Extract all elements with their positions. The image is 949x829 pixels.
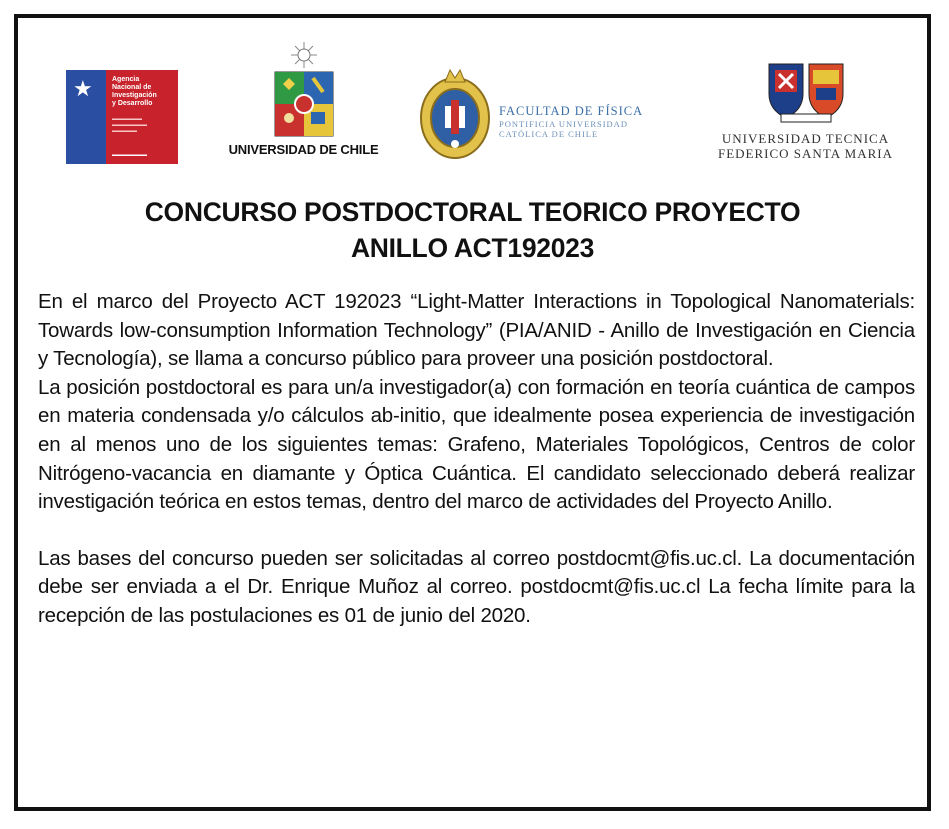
puc-fisica-logo — [415, 62, 680, 166]
uchile-logo — [216, 38, 391, 168]
paragraph-project-intro: En el marco del Proyecto ACT 192023 “Light-Matter Interactions in Topological Nanomaterials: Towards low-consumption Information Technology” (PIA/ANID - Anillo de Investigación en Ciencia y Tecnología), se llama a concurso público para proveer una posición postdoctoral. — [38, 290, 915, 371]
page-title: CONCURSO POSTDOCTORAL TEORICO PROYECTO ANILLO ACT192023 — [144, 197, 801, 263]
chile-star-icon: ★ — [73, 76, 93, 101]
announcement-frame — [14, 14, 931, 811]
uchile-name: UNIVERSIDAD DE CHILE — [228, 142, 379, 157]
usm-name-line1: UNIVERSIDAD TECNICA — [721, 131, 890, 146]
anid-footer-blur: ▬▬▬▬▬▬▬ — [112, 152, 147, 158]
anid-subtitle-blur: ▬▬▬▬▬▬ ▬▬▬▬▬▬▬ ▬▬▬▬▬ — [112, 116, 147, 134]
usm-logo — [698, 60, 913, 170]
anid-logo — [66, 70, 178, 164]
puc-text: FACULTAD DE FÍSICA PONTIFICIA UNIVERSIDAD CATÓLICA DE CHILE — [499, 104, 644, 139]
paragraph-spacer — [38, 517, 915, 545]
paragraph-position-profile: La posición postdoctoral es para un/a investigador(a) con formación en teoría cuántica de campos en materia condensada y/o cálculos ab-initio, que idealmente posea experiencia de investigación en al menos uno de los siguientes temas: Grafeno, Materiales Topológicos, Centros de color Nitrógeno-vacancia en diamante y Óptica Cuántica. El candidato seleccionado deberá realizar investigación teórica en estos temas, dentro del marco de actividades del Proyecto Anillo. — [38, 375, 915, 514]
paragraph-application-info: Las bases del concurso pueden ser solicitadas al correo postdocmt@fis.uc.cl. La documentación debe ser enviada a el Dr. Enrique Muñoz al correo. postdocmt@fis.uc.cl La fecha límite para la recepción de las postulaciones es 01 de junio del 2020. — [38, 546, 915, 627]
uchile-crest-icon — [269, 38, 339, 138]
puc-seal-icon — [415, 62, 497, 166]
anid-blue-band — [66, 70, 106, 164]
logo-header — [18, 18, 927, 188]
usm-name-line2: FEDERICO SANTA MARIA — [718, 146, 893, 161]
anid-title: Agencia Nacional de Investigación y Desarrollo — [112, 76, 157, 107]
announcement-body — [38, 288, 915, 631]
usm-shields-icon — [761, 60, 851, 126]
